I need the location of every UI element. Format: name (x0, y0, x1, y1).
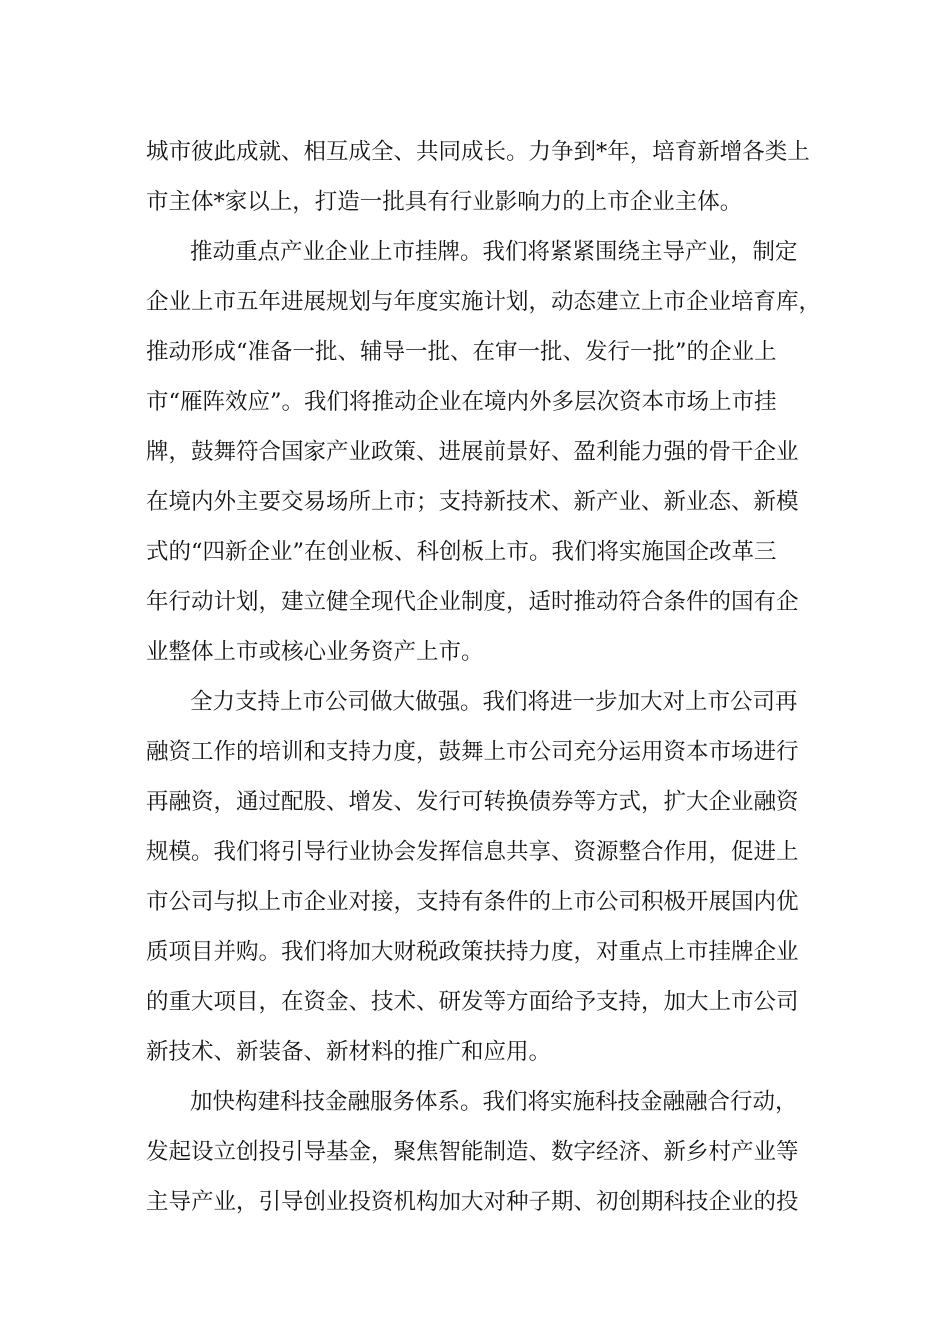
text-line: 在境内外主要交易场所上市；支持新技术、新产业、新业态、新模 (146, 489, 799, 515)
text-line: 市主体*家以上，打造一批具有行业影响力的上市企业主体。 (146, 189, 743, 215)
paragraph-start-line: 推动重点产业企业上市挂牌。我们将紧紧围绕主导产业，制定 (190, 239, 798, 265)
text-line: 业整体上市或核心业务资产上市。 (146, 639, 484, 665)
paragraph-start-line: 加快构建科技金融服务体系。我们将实施科技金融融合行动， (190, 1089, 798, 1115)
text-line: 市公司与拟上市企业对接，支持有条件的上市公司积极开展国内优 (146, 889, 799, 915)
text-line: 质项目并购。我们将加大财税政策扶持力度，对重点上市挂牌企业 (146, 939, 799, 965)
text-line: 牌，鼓舞符合国家产业政策、进展前景好、盈利能力强的骨干企业 (146, 439, 799, 465)
text-line: 新技术、新装备、新材料的推广和应用。 (146, 1039, 552, 1065)
text-line: 发起设立创投引导基金，聚焦智能制造、数字经济、新乡村产业等 (146, 1139, 799, 1165)
text-line: 年行动计划，建立健全现代企业制度，适时推动符合条件的国有企 (146, 589, 799, 615)
text-line: 主导产业，引导创业投资机构加大对种子期、初创期科技企业的投 (146, 1189, 799, 1215)
text-line: 再融资，通过配股、增发、发行可转换债券等方式，扩大企业融资 (146, 789, 799, 815)
text-line: 城市彼此成就、相互成全、共同成长。力争到*年，培育新增各类上 (146, 139, 810, 165)
text-line: 融资工作的培训和支持力度，鼓舞上市公司充分运用资本市场进行 (146, 739, 799, 765)
text-line: 推动形成“准备一批、辅导一批、在审一批、发行一批”的企业上 (146, 339, 777, 365)
text-line: 市“雁阵效应”。我们将推动企业在境内外多层次资本市场上市挂 (146, 389, 777, 415)
text-line: 规模。我们将引导行业协会发挥信息共享、资源整合作用，促进上 (146, 839, 799, 865)
text-line: 的重大项目，在资金、技术、研发等方面给予支持，加大上市公司 (146, 989, 799, 1015)
text-line: 企业上市五年进展规划与年度实施计划，动态建立上市企业培育库， (146, 289, 822, 315)
paragraph-start-line: 全力支持上市公司做大做强。我们将进一步加大对上市公司再 (190, 689, 798, 715)
text-line: 式的“四新企业”在创业板、科创板上市。我们将实施国企改革三 (146, 539, 777, 565)
